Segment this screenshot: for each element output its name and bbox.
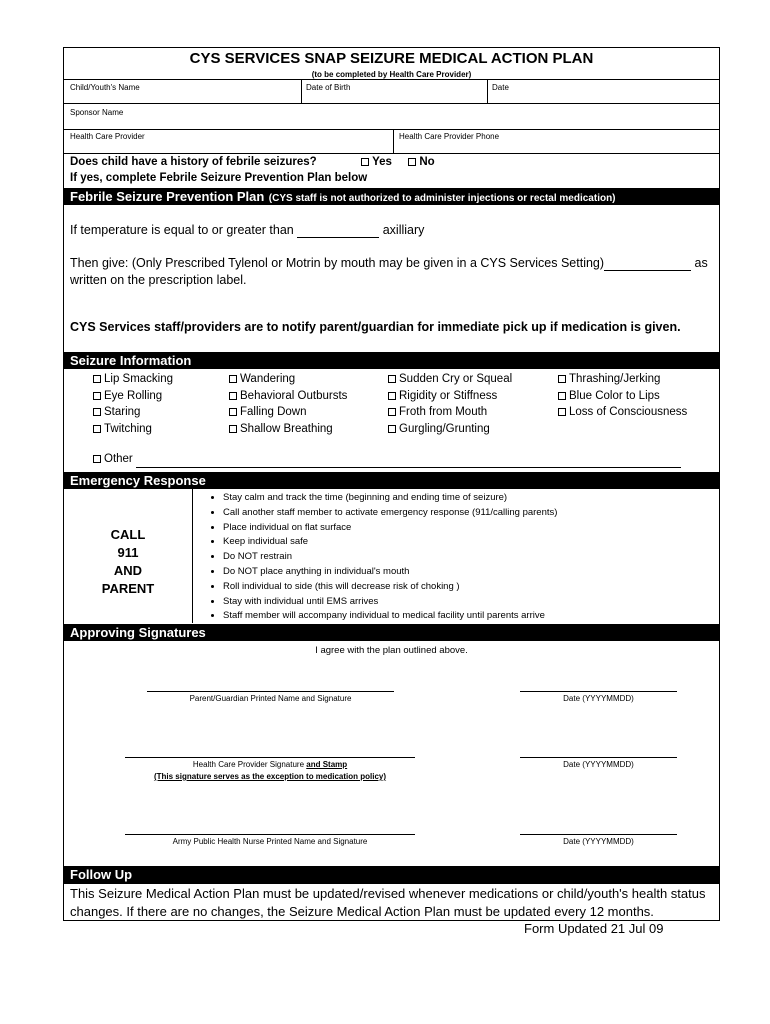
notify-text: CYS Services staff/providers are to notify parent/guardian for immediate pick up if medication is given. [70,320,681,334]
list-item: • Do NOT place anything in individual's mouth [223,565,557,580]
temp-line-text: If temperature is equal to or greater than [70,223,294,237]
seizure-option[interactable]: Froth from Mouth [388,404,512,421]
list-item: • Do NOT restrain [223,550,557,565]
list-item: • Keep individual safe [223,535,557,550]
provider-signature-label: Health Care Provider Signature and Stamp [192,760,348,769]
seizure-option[interactable]: Blue Color to Lips [558,388,687,405]
medication-input[interactable] [604,256,691,271]
child-name-label: Child/Youth's Name [70,83,140,92]
list-item: • Stay calm and track the time (beginning and ending time of seizure) [223,491,557,506]
seizure-option[interactable]: Wandering [229,371,347,388]
give-line-2: written on the prescription label. [70,273,247,287]
nurse-date-line[interactable] [520,834,677,835]
sponsor-name-field[interactable] [64,104,720,128]
date-field[interactable] [488,80,720,102]
signatures-bar-title: Approving Signatures [70,625,206,640]
date-label: Date [492,83,509,92]
febrile-bar-title: Febrile Seizure Prevention Plan [70,189,265,204]
nurse-date-label: Date (YYYYMMDD) [563,837,634,846]
give-line-text: Then give: (Only Prescribed Tylenol or Motrin by mouth may be given in a CYS Services Setting) [70,256,605,270]
other-checkbox[interactable] [93,455,101,463]
form-title: CYS SERVICES SNAP SEIZURE MEDICAL ACTION PLAN [189,50,594,67]
provider-label: Health Care Provider [70,132,145,141]
signatures-bar [64,624,719,641]
seizure-bar [64,352,719,369]
provider-phone-field[interactable] [394,130,720,152]
seizure-option[interactable]: Lip Smacking [93,371,173,388]
provider-field[interactable] [64,130,392,152]
seizure-col-1 [93,371,173,437]
form-updated: Form Updated 21 Jul 09 [524,921,664,936]
emergency-bar-title: Emergency Response [70,473,206,488]
temp-input[interactable] [297,223,379,238]
agree-text: I agree with the plan outlined above. [315,645,468,656]
febrile-no-label: No [419,156,435,168]
dob-field[interactable] [302,80,486,102]
seizure-option[interactable]: Falling Down [229,404,347,421]
nurse-signature-label: Army Public Health Nurse Printed Name and Signature [172,837,368,846]
provider-date-label: Date (YYYYMMDD) [563,760,634,769]
seizure-option[interactable]: Staring [93,404,173,421]
other-label: Other [104,453,133,465]
nurse-signature-line[interactable] [125,834,415,835]
seizure-option[interactable]: Shallow Breathing [229,421,347,438]
seizure-action-plan-form [63,47,720,921]
seizure-option[interactable]: Sudden Cry or Squeal [388,371,512,388]
seizure-option[interactable]: Thrashing/Jerking [558,371,687,388]
febrile-yes-checkbox[interactable] [361,158,369,166]
temp-line [70,223,424,238]
seizure-col-3 [388,371,512,437]
febrile-question [70,156,435,168]
febrile-bar [64,188,719,205]
seizure-other [93,453,681,468]
parent-signature-line[interactable] [147,691,394,692]
emergency-steps [199,491,557,624]
seizure-col-2 [229,371,347,437]
seizure-option[interactable]: Twitching [93,421,173,438]
list-item: • Place individual on flat surface [223,521,557,536]
other-input[interactable] [136,455,681,468]
seizure-bar-title: Seizure Information [70,353,192,368]
seizure-option[interactable]: Eye Rolling [93,388,173,405]
provider-phone-label: Health Care Provider Phone [399,132,500,141]
provider-signature-line[interactable] [125,757,415,758]
give-suffix: as [694,256,708,270]
dob-label: Date of Birth [306,83,351,92]
temp-suffix: axilliary [382,223,425,237]
followup-text: This Seizure Medical Action Plan must be updated/revised whenever medications or child/youth's health status changes. If there are no changes, the Seizure Medical Action Plan must be updated every 12 months. [70,886,706,919]
parent-date-line[interactable] [520,691,677,692]
seizure-col-4 [558,371,687,421]
febrile-question-text: Does child have a history of febrile seizures? [70,156,317,168]
list-item: • Stay with individual until EMS arrives [223,595,557,610]
provider-signature-note: (This signature serves as the exception to medication policy) [153,772,387,781]
seizure-option[interactable]: Rigidity or Stiffness [388,388,512,405]
child-name-field[interactable] [64,80,300,102]
give-line [70,256,708,271]
list-item: • Call another staff member to activate emergency response (911/calling parents) [223,506,557,521]
parent-date-label: Date (YYYYMMDD) [563,694,634,703]
febrile-ifyes: If yes, complete Febrile Seizure Prevention Plan below [70,172,368,184]
sponsor-name-label: Sponsor Name [70,108,124,117]
list-item: • Roll individual to side (this will decrease risk of choking ) [223,580,557,595]
call-911-block: CALL 911 AND PARENT [101,527,155,596]
form-subtitle: (to be completed by Health Care Provider) [311,70,472,79]
febrile-yes-label: Yes [372,156,392,168]
followup-bar [64,866,719,884]
seizure-option[interactable]: Loss of Consciousness [558,404,687,421]
febrile-no-checkbox[interactable] [408,158,416,166]
provider-date-line[interactable] [520,757,677,758]
seizure-option[interactable]: Behavioral Outbursts [229,388,347,405]
followup-bar-title: Follow Up [70,867,133,882]
emergency-bar [64,472,719,489]
febrile-bar-note: (CYS staff is not authorized to administer injections or rectal medication) [268,193,616,204]
parent-signature-label: Parent/Guardian Printed Name and Signature [189,694,352,703]
list-item: • Staff member will accompany individual to medical facility until parents arrive [223,609,557,624]
seizure-option[interactable]: Gurgling/Grunting [388,421,512,438]
